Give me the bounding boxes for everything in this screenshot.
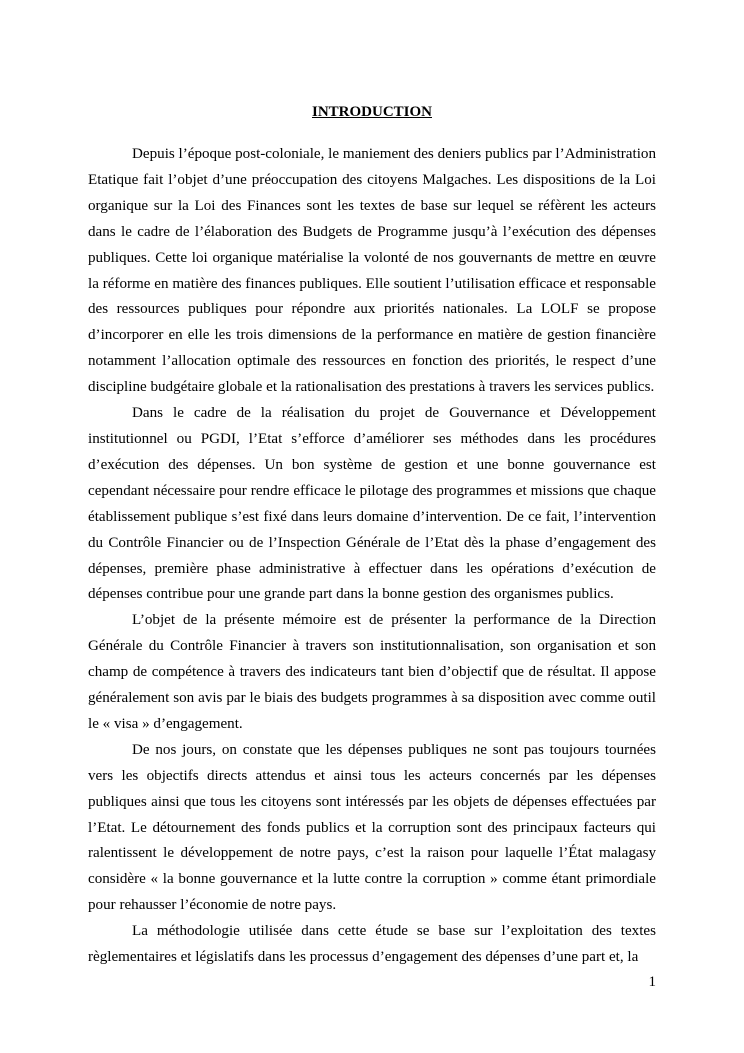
paragraph: De nos jours, on constate que les dépenses publiques ne sont pas toujours tournées vers les objectifs directs attendus et ainsi tous les acteurs concernés par les dépenses publiques ainsi que tous les citoyens sont intéressés par les objets de dépenses effectuées par l’Etat. Le détournement des fonds publics et la corruption sont des principaux facteurs qui ralentissent le développement de notre pays, c’est la raison pour laquelle l’État malagasy considère « la bonne gouvernance et la lutte contre la corruption » comme étant primordiale pour rehausser l’économie de notre pays.	[88, 741, 656, 914]
paragraph: La méthodologie utilisée dans cette étude se base sur l’exploitation des textes règlementaires et législatifs dans les processus d’engagement des dépenses d’une part et, la	[88, 923, 656, 966]
paragraph: Depuis l’époque post-coloniale, le maniement des deniers publics par l’Administration Etatique fait l’objet d’une préoccupation des citoyens Malgaches. Les dispositions de la Loi organique sur la Loi des Finances sont les textes de base sur lequel se réfèrent les acteurs dans le cadre de l’élaboration des Budgets de Programme jusqu’à l’exécution des dépenses publiques. Cette loi organique matérialise la volonté de nos gouvernants de mettre en œuvre la réforme en matière des finances publiques. Elle soutient l’utilisation efficace et responsable des ressources publiques pour répondre aux priorités nationales. La LOLF se propose d’incorporer en elle les trois dimensions de la performance en matière de gestion financière notamment l’allocation optimale des ressources en fonction des priorités, le respect d’une discipline budgétaire globale et la rationalisation des prestations à travers les services publics.	[88, 146, 656, 396]
body-text	[88, 142, 656, 971]
page-number: 1	[648, 974, 656, 990]
paragraph: L’objet de la présente mémoire est de présenter la performance de la Direction Générale du Contrôle Financier à travers son institutionnalisation, son organisation et son champ de compétence à travers des indicateurs tant bien d’objectif que de résultat. Il appose généralement son avis par le biais des budgets programmes à sa disposition avec comme outil le « visa » d’engagement.	[88, 612, 656, 732]
paragraph: Dans le cadre de la réalisation du projet de Gouvernance et Développement institutionnel ou PGDI, l’Etat s’efforce d’améliorer ses méthodes dans les procédures d’exécution des dépenses. Un bon système de gestion et une bonne gouvernance est cependant nécessaire pour rendre efficace le pilotage des programmes et missions que chaque établissement publique s’est fixé dans leurs domaine d’intervention. De ce fait, l’intervention du Contrôle Financier ou de l’Inspection Générale de l’Etat dès la phase d’engagement des dépenses, première phase administrative à effectuer dans les opérations d’exécution de dépenses contribue pour une grande part dans la bonne gestion des organismes publics.	[88, 405, 656, 603]
page-title: INTRODUCTION	[311, 104, 432, 120]
